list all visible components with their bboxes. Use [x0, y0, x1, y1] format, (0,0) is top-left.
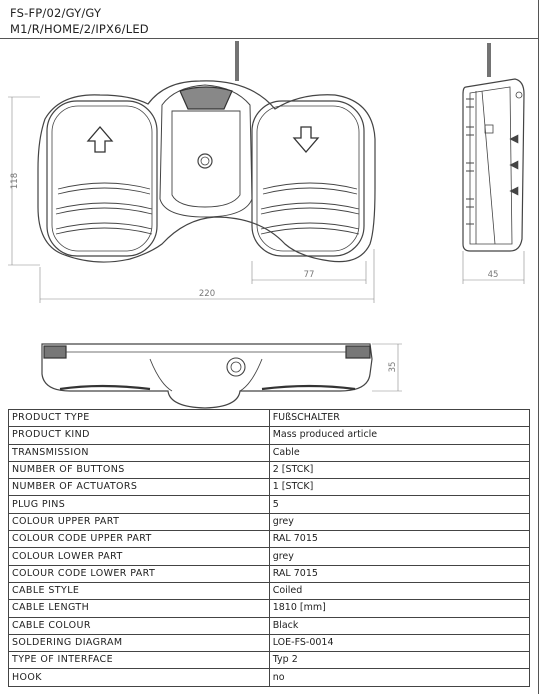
spec-value: Cable: [269, 444, 529, 461]
spec-value: Coiled: [269, 582, 529, 599]
spec-row: [9, 531, 530, 548]
arrow-up-icon: [88, 127, 112, 152]
spec-row: [9, 652, 530, 669]
technical-drawing: [0, 39, 538, 409]
spec-value: FUßSCHALTER: [269, 410, 529, 427]
dim-total-width-label: 220: [198, 289, 216, 299]
spec-key: CABLE STYLE: [9, 582, 270, 599]
dim-thickness-label: 35: [388, 361, 398, 373]
spec-value: 2 [STCK]: [269, 461, 529, 478]
spec-row: [9, 669, 530, 686]
spec-value: 1810 [mm]: [269, 600, 529, 617]
header: [0, 0, 538, 38]
spec-key: NUMBER OF BUTTONS: [9, 461, 270, 478]
side-view: [463, 43, 524, 284]
spec-key: PRODUCT TYPE: [9, 410, 270, 427]
spec-row: [9, 479, 530, 496]
spec-row: [9, 496, 530, 513]
spec-key: COLOUR LOWER PART: [9, 548, 270, 565]
spec-row: [9, 634, 530, 651]
spec-value: RAL 7015: [269, 531, 529, 548]
spec-key: HOOK: [9, 669, 270, 686]
spec-row: [9, 565, 530, 582]
spec-key: COLOUR CODE LOWER PART: [9, 565, 270, 582]
spec-value: Typ 2: [269, 652, 529, 669]
dim-height-label: 118: [10, 172, 20, 190]
dim-pedal-width-label: 77: [303, 270, 315, 280]
spec-value: Black: [269, 617, 529, 634]
spec-key: COLOUR UPPER PART: [9, 513, 270, 530]
spec-value: 5: [269, 496, 529, 513]
spec-table: [8, 409, 530, 687]
spec-key: CABLE COLOUR: [9, 617, 270, 634]
spec-row: [9, 582, 530, 599]
spec-row: [9, 617, 530, 634]
spec-key: COLOUR CODE UPPER PART: [9, 531, 270, 548]
spec-value: LOE-FS-0014: [269, 634, 529, 651]
spec-value: grey: [269, 548, 529, 565]
spec-row: [9, 548, 530, 565]
spec-key: TYPE OF INTERFACE: [9, 652, 270, 669]
product-variant: M1/R/HOME/2/IPX6/LED: [10, 22, 149, 36]
spec-row: [9, 410, 530, 427]
spec-row: [9, 444, 530, 461]
dim-depth-label: 45: [487, 270, 499, 280]
spec-key: PRODUCT KIND: [9, 427, 270, 444]
spec-key: TRANSMISSION: [9, 444, 270, 461]
spec-key: NUMBER OF ACTUATORS: [9, 479, 270, 496]
spec-row: [9, 600, 530, 617]
spec-key: PLUG PINS: [9, 496, 270, 513]
spec-value: no: [269, 669, 529, 686]
spec-value: 1 [STCK]: [269, 479, 529, 496]
spec-row: [9, 427, 530, 444]
spec-key: SOLDERING DIAGRAM: [9, 634, 270, 651]
drawing-svg: [0, 39, 538, 409]
spec-value: grey: [269, 513, 529, 530]
spec-key: CABLE LENGTH: [9, 600, 270, 617]
spec-row: [9, 461, 530, 478]
spec-value: RAL 7015: [269, 565, 529, 582]
arrow-down-icon: [294, 127, 318, 152]
spec-row: [9, 513, 530, 530]
product-code: FS-FP/02/GY/GY: [10, 6, 102, 20]
front-view: [42, 344, 402, 408]
spec-value: Mass produced article: [269, 427, 529, 444]
top-view: [8, 41, 375, 303]
